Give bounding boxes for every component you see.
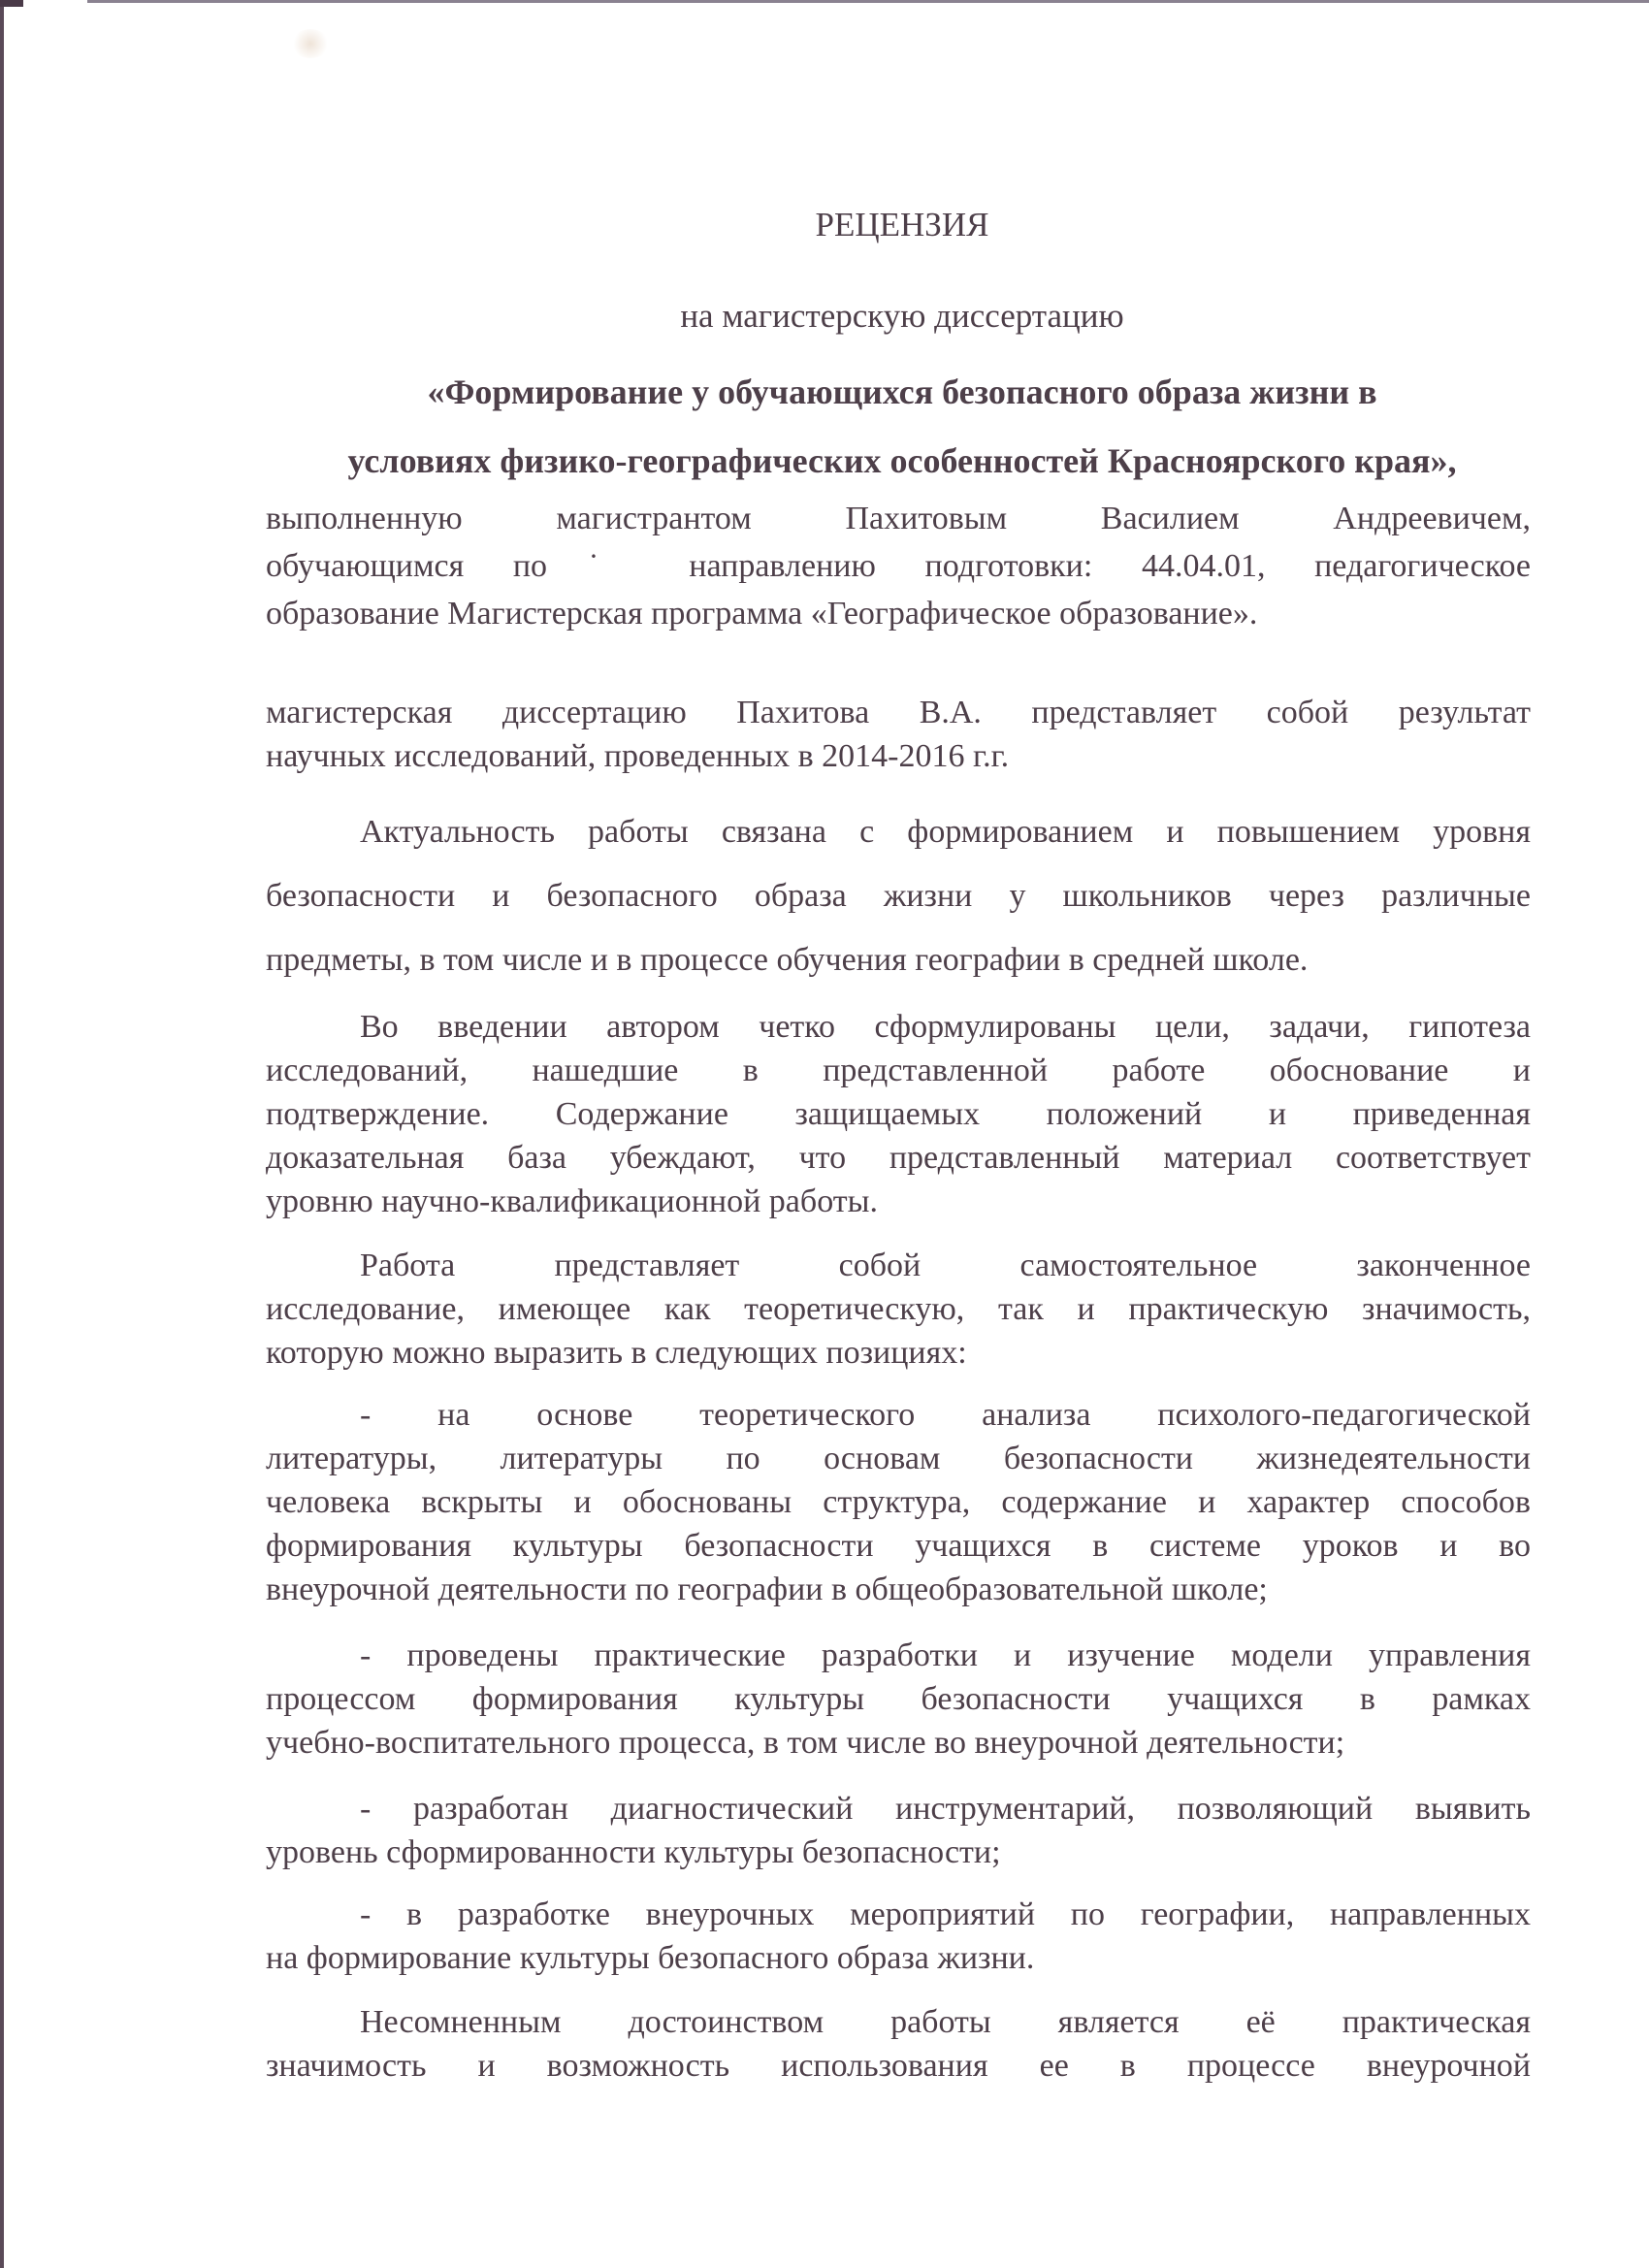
document-subtitle: на магистерскую диссертацию <box>680 297 1124 335</box>
paragraph <box>266 1893 1531 1980</box>
thesis-title-line-2: условиях физико-географических особенностей Красноярского края», <box>347 441 1457 480</box>
paragraph <box>266 800 1531 992</box>
paragraph-line: которую можно выразить в следующих позициях: <box>266 1335 967 1371</box>
paragraph-line: внеурочной деятельности по географии в общеобразовательной школе; <box>266 1571 1268 1607</box>
scan-left-edge <box>0 0 4 2268</box>
paragraph-line: - на основе теоретического анализа психолого-педагогической <box>360 1397 1531 1433</box>
paragraph <box>266 495 1531 637</box>
paragraph-line: - проведены практические разработки и изучение модели управления <box>360 1637 1531 1673</box>
paragraph-line: значимость и возможность использования ее в процессе внеурочной <box>266 2048 1531 2084</box>
paragraph-line: Несомненным достоинством работы является её практическая <box>360 2004 1531 2040</box>
paragraph-line: выполненную магистрантом Пахитовым Василием Андреевичем, <box>266 501 1531 536</box>
paragraph-line: образование Магистерская программа «Географическое образование». <box>266 596 1258 632</box>
scan-smudge <box>291 29 330 58</box>
paragraph-line: уровню научно-квалификационной работы. <box>266 1183 878 1219</box>
paragraph-line: исследований, нашедшие в представленной работе обоснование и <box>266 1053 1531 1088</box>
paragraph-line: Во введении автором четко сформулированы цели, задачи, гипотеза <box>360 1009 1531 1045</box>
paragraph-line: - разработан диагностический инструментарий, позволяющий выявить <box>360 1791 1531 1827</box>
paragraph-line: Работа представляет собой самостоятельное законченное <box>360 1247 1531 1283</box>
paragraph-line: на формирование культуры безопасного образа жизни. <box>266 1940 1035 1976</box>
paragraph <box>266 1787 1531 1874</box>
scan-top-edge <box>87 0 1649 3</box>
paragraph <box>266 691 1531 778</box>
paragraph <box>266 1634 1531 1765</box>
paragraph-line: процессом формирования культуры безопасности учащихся в рамках <box>266 1681 1531 1717</box>
paragraph-line: уровень сформированности культуры безопасности; <box>266 1834 1001 1870</box>
paragraph-line: человека вскрыты и обоснованы структура, содержание и характер способов <box>266 1484 1531 1520</box>
paragraph-line: исследование, имеющее как теоретическую, так и практическую значимость, <box>266 1291 1531 1327</box>
paragraph <box>266 1244 1531 1375</box>
scan-corner-mark <box>0 0 23 7</box>
paragraph-line: - в разработке внеурочных мероприятий по географии, направленных <box>360 1896 1531 1932</box>
paragraph <box>266 1393 1531 1611</box>
paragraph <box>266 1005 1531 1223</box>
paragraph-line: доказательная база убеждают, что представленный материал соответствует <box>266 1140 1531 1176</box>
paragraph-line: магистерская диссертацию Пахитова В.А. представляет собой результат <box>266 695 1531 730</box>
thesis-title-line-1: «Формирование у обучающихся безопасного образа жизни в <box>427 373 1377 411</box>
paragraph-line: учебно-воспитательного процесса, в том числе во внеурочной деятельности; <box>266 1725 1345 1761</box>
document-title: РЕЦЕНЗИЯ <box>815 206 989 243</box>
paragraph-line: литературы, литературы по основам безопасности жизнедеятельности <box>266 1441 1531 1476</box>
paragraph-line: подтверждение. Содержание защищаемых положений и приведенная <box>266 1096 1531 1132</box>
paragraph-line: формирования культуры безопасности учащихся в системе уроков и во <box>266 1528 1531 1564</box>
paragraph-line: Актуальность работы связана с формированием и повышением уровня <box>360 814 1531 850</box>
paragraph <box>266 2000 1531 2088</box>
paragraph-line: безопасности и безопасного образа жизни у школьников через различные <box>266 878 1531 914</box>
paragraph-line: предметы, в том числе и в процессе обучения географии в средней школе. <box>266 942 1309 978</box>
paragraph-line: обучающимся по˙ направлению подготовки: 44.04.01, педагогическое <box>266 548 1531 584</box>
paragraph-line: научных исследований, проведенных в 2014-2016 г.г. <box>266 738 1010 774</box>
